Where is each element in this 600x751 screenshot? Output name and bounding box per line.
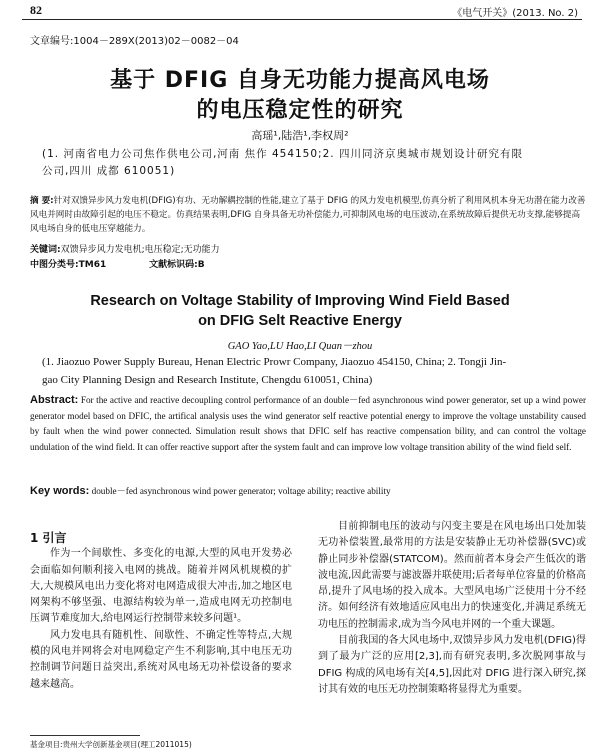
cn-abstract-label: 摘 要: xyxy=(30,196,54,206)
body-left-column xyxy=(30,530,292,693)
body-right-column xyxy=(318,519,586,698)
cn-authors: 高瑶¹,陆浩¹,李权周² xyxy=(251,129,349,142)
cn-keywords-label: 关键词: xyxy=(30,245,61,255)
en-abstract-label: Abstract: xyxy=(30,394,79,406)
journal-name: 《电气开关》(2013. No. 2) xyxy=(452,8,578,19)
section-heading-introduction: 1 引言 xyxy=(30,531,67,545)
footnote-rule xyxy=(30,735,140,736)
cn-affiliation-line1: (1. 河南省电力公司焦作供电公司,河南 焦作 454150;2. 四川同济京奥城市规划设计研究有限 xyxy=(42,148,523,160)
body-paragraph: 目前我国的各大风电场中,双馈异步风力发电机(DFIG)得到了最为广泛的应用[2,3],而有研究表明,多次脱网事故与 DFIG 构成的风电场有关[4,5],因此对 DFIG 进行深入研究,探讨其有效的电压无功控制策略将显得尤为重要。 xyxy=(318,635,586,695)
en-keywords-text: double－fed asynchronous wind power generator; voltage ability; reactive ability xyxy=(91,486,391,496)
en-abstract-text: For the active and reactive decoupling control performance of an double－fed asynchronous wind power generator, set up a wind power generator model based on DFIC, the artifical analysis uses the wind generator self reactive potential energy to improve the voltage unstability caused by fault when the wind power connected. Simulation result shows that DFIC self has reactive compensation bility, and can control the voltage undulation of the wind field. It can offer reactive support after the system fault and can improve low voltage transition ability of the wind field self. xyxy=(30,395,587,452)
cn-title-line1: 基于 DFIG 自身无功能力提高风电场 xyxy=(110,68,490,93)
en-title-line2: on DFIG Selt Reactive Energy xyxy=(198,313,402,329)
header-rule xyxy=(22,19,582,20)
cn-affiliation xyxy=(42,146,582,180)
en-title-line1: Research on Voltage Stability of Improving Wind Field Based xyxy=(90,293,510,309)
cn-class-label: 中图分类号: xyxy=(30,260,79,270)
cn-title-line2: 的电压稳定性的研究 xyxy=(196,98,404,123)
cn-class-value: TM61 xyxy=(78,260,107,270)
en-abstract xyxy=(30,393,586,455)
body-paragraph: 风力发电具有随机性、间歇性、不确定性等特点,大规模的风电并网将会对电网稳定产生不利影响,其中电压无功控制调节问题日益突出,系统对风电场无功补偿设备的要求越来越高。 xyxy=(30,629,292,690)
cn-doc-value: B xyxy=(197,260,205,270)
page-number: 82 xyxy=(30,3,42,17)
en-affiliation-line1: (1. Jiaozuo Power Supply Bureau, Henan Electric Prowr Company, Jiaozuo 454150, China; 2. Tongji Jin- xyxy=(42,356,507,368)
cn-doc-label: 文献标识码: xyxy=(149,260,198,270)
cn-abstract-text: 针对双馈异步风力发电机(DFIG)有功、无功解耦控制的性能,建立了基于 DFIG 的风力发电机模型,仿真分析了利用风机本身无功潜在能力改善风电并网时由故障引起的电压不稳定。仿真结果表明,DFIG 自身具备无功补偿能力,可抑制风电场的电压波动,在系统故障后提供无功支撑,能够提高风电场自身的低电压穿越能力。 xyxy=(30,196,586,234)
cn-affiliation-line2: 公司,四川 成都 610051) xyxy=(42,165,176,177)
article-number: 文章编号:1004－289X(2013)02－0082－04 xyxy=(30,36,239,47)
en-authors: GAO Yao,LU Hao,LI Quan－zhou xyxy=(227,341,373,352)
cn-abstract xyxy=(30,194,586,236)
body-paragraph: 目前抑制电压的波动与闪变主要是在风电场出口处加装无功补偿装置,最常用的方法是安装静止无功补偿器(SVC)或静止同步补偿器(STATCOM)。然而前者本身会产生低次的谐波电流,因此需要与滤波器并联使用;后者每单位容量的价格高昂,提升了风电场的投入成本。大型风电场广泛使用十分不经济。如何经济有效地适应风电出力的快速变化,并满足系统无功电压的控制需求,成为当今风电并网的一个重大课题。 xyxy=(318,521,586,630)
cn-keywords-text: 双馈异步风力发电机;电压稳定;无功能力 xyxy=(60,245,220,255)
body-paragraph: 作为一个间歇性、多变化的电源,大型的风电开发势必会面临如何顺利接入电网的挑战。随着并网风机规模的扩大,大规模风电出力变化将对电网造成很大冲击,加之地区电网架构不够坚强、电源结构较为单一,造成电网无功控制电压调节难度加大,给电网运行控制带来较多问题¹。 xyxy=(30,548,292,625)
en-keywords xyxy=(30,483,391,497)
en-affiliation-line2: gao City Planning Design and Research Institute, Chengdu 610051, China) xyxy=(42,374,373,386)
cn-classification xyxy=(30,257,245,270)
en-keywords-label: Key words: xyxy=(30,485,90,497)
en-affiliation xyxy=(42,353,582,389)
cn-keywords xyxy=(30,242,220,255)
fund-footnote: 基金项目:贵州大学创新基金项目(理工2011015) xyxy=(30,740,192,749)
